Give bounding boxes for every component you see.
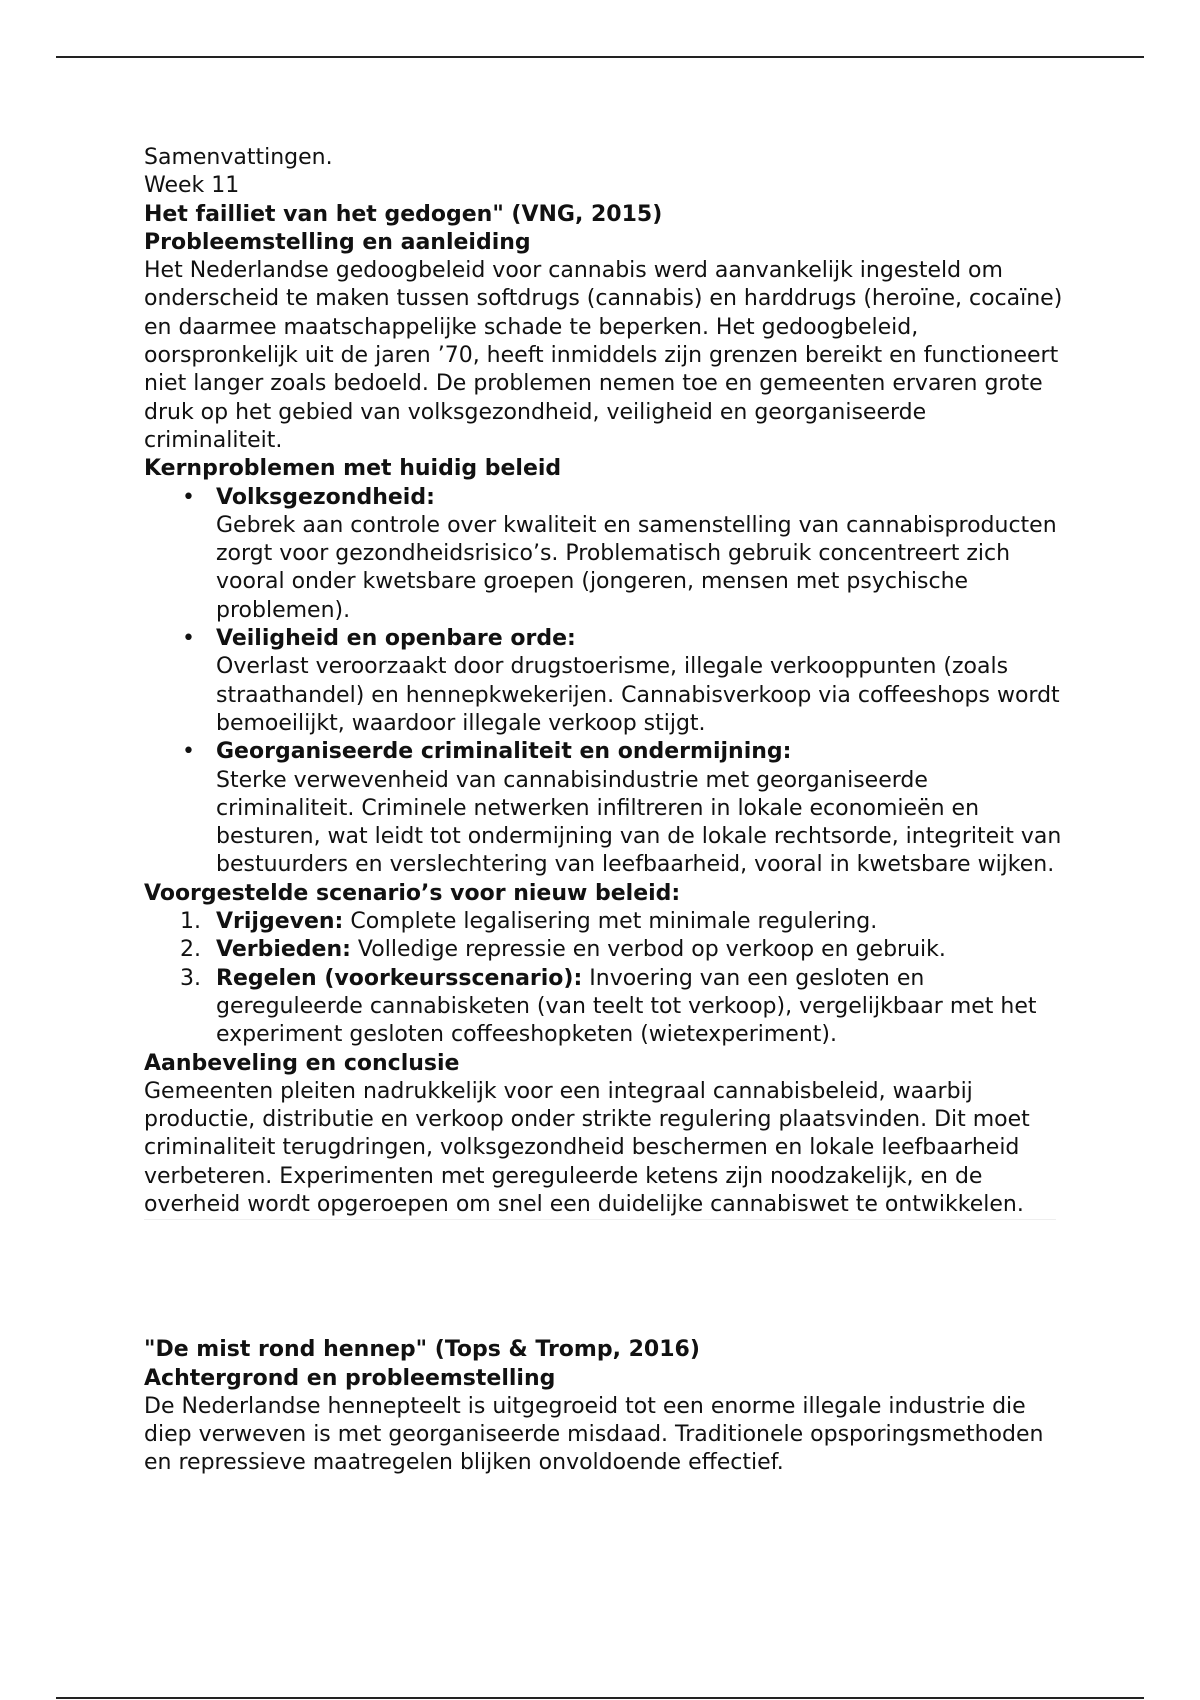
section2-heading: "De mist rond hennep" (Tops & Tromp, 2016) xyxy=(144,1337,700,1363)
section1-paragraph-conclusion: Gemeenten pleiten nadrukkelijk voor een integraal cannabisbeleid, waarbij productie, distributie en verkoop onder strikte regulering plaatsvinden. Dit moet criminaliteit terugdringen, volksgezondheid beschermen en lokale leefbaarheid verbeteren. Experimenten met gereguleerde ketens zijn noodzakelijk, en de overheid wordt opgeroepen om snel een duidelijke cannabiswet te ontwikkelen. xyxy=(144,1078,1030,1217)
list-number: 1. xyxy=(180,909,201,935)
section-gap xyxy=(144,1220,1064,1336)
scenario-text: Complete legalisering met minimale regulering. xyxy=(343,909,878,935)
list-item xyxy=(144,738,1064,879)
section1-heading: Het failliet van het gedogen" (VNG, 2015) xyxy=(144,201,663,227)
section1-subheading-problem: Probleemstelling en aanleiding xyxy=(144,229,531,255)
document-body xyxy=(144,144,1064,1478)
header-rule xyxy=(56,56,1144,58)
section2-subheading-background: Achtergrond en probleemstelling xyxy=(144,1365,556,1391)
bullet-marker: • xyxy=(182,626,195,652)
week-label: Week 11 xyxy=(144,173,240,199)
list-item xyxy=(144,908,1064,936)
scenarios-list xyxy=(144,908,1064,1049)
bullet-text: Gebrek aan controle over kwaliteit en samenstelling van cannabisproducten zorgt voor gezondheidsrisico’s. Problematisch gebruik concentreert zich vooral onder kwetsbare groepen (jongeren, mensen met psychische problemen). xyxy=(216,512,1057,623)
bullet-title: Veiligheid en openbare orde: xyxy=(216,626,576,652)
bullet-text: Overlast veroorzaakt door drugstoerisme, illegale verkooppunten (zoals straathandel) en hennepkwekerijen. Cannabisverkoop via coffeeshops wordt bemoeilijkt, waardoor illegale verkoop stijgt. xyxy=(216,654,1060,736)
list-number: 3. xyxy=(180,965,201,991)
section1-paragraph-intro: Het Nederlandse gedoogbeleid voor cannabis werd aanvankelijk ingesteld om onderscheid te maken tussen softdrugs (cannabis) en harddrugs (heroïne, cocaïne) en daarmee maatschappelijke schade te beperken. Het gedoogbeleid, oorspronkelijk uit de jaren ’70, heeft inmiddels zijn grenzen bereikt en functioneert niet langer zoals bedoeld. De problemen nemen toe en gemeenten ervaren grote druk op het gebied van volksgezondheid, veiligheid en georganiseerde criminaliteit. xyxy=(144,258,1063,453)
scenario-title: Regelen (voorkeursscenario): xyxy=(216,965,583,991)
list-item xyxy=(144,625,1064,738)
section1-subheading-conclusion: Aanbeveling en conclusie xyxy=(144,1050,460,1076)
section1-subheading-scenarios: Voorgestelde scenario’s voor nieuw beleid: xyxy=(144,880,681,906)
list-item xyxy=(144,965,1064,1050)
list-number: 2. xyxy=(180,937,201,963)
scenario-title: Vrijgeven: xyxy=(216,909,344,935)
scenario-text: Volledige repressie en verbod op verkoop en gebruik. xyxy=(350,937,946,963)
scenario-text: Invoering van een gesloten en gereguleerde cannabisketen (van teelt tot verkoop), vergelijkbaar met het experiment gesloten coffeeshopketen (wietexperiment). xyxy=(216,965,1037,1048)
document-title: Samenvattingen. xyxy=(144,145,333,170)
section2-paragraph-intro: De Nederlandse hennepteelt is uitgegroeid tot een enorme illegale industrie die diep verweven is met georganiseerde misdaad. Traditionele opsporingsmethoden en repressieve maatregelen blijken onvoldoende effectief. xyxy=(144,1393,1044,1476)
bullet-title: Volksgezondheid: xyxy=(216,484,435,510)
list-item xyxy=(144,484,1064,625)
scenario-title: Verbieden: xyxy=(216,937,351,963)
bullet-title: Georganiseerde criminaliteit en ondermijning: xyxy=(216,739,792,765)
bullet-marker: • xyxy=(182,739,195,765)
list-item xyxy=(144,936,1064,964)
footer-rule xyxy=(56,1697,1144,1699)
section1-subheading-core-problems: Kernproblemen met huidig beleid xyxy=(144,456,562,482)
bullet-text: Sterke verwevenheid van cannabisindustrie met georganiseerde criminaliteit. Criminele netwerken infiltreren in lokale economieën en besturen, wat leidt tot ondermijning van de lokale rechtsorde, integriteit van bestuurders en verslechtering van leefbaarheid, vooral in kwetsbare wijken. xyxy=(216,767,1062,878)
core-problems-list xyxy=(144,484,1064,880)
bullet-marker: • xyxy=(182,484,195,510)
